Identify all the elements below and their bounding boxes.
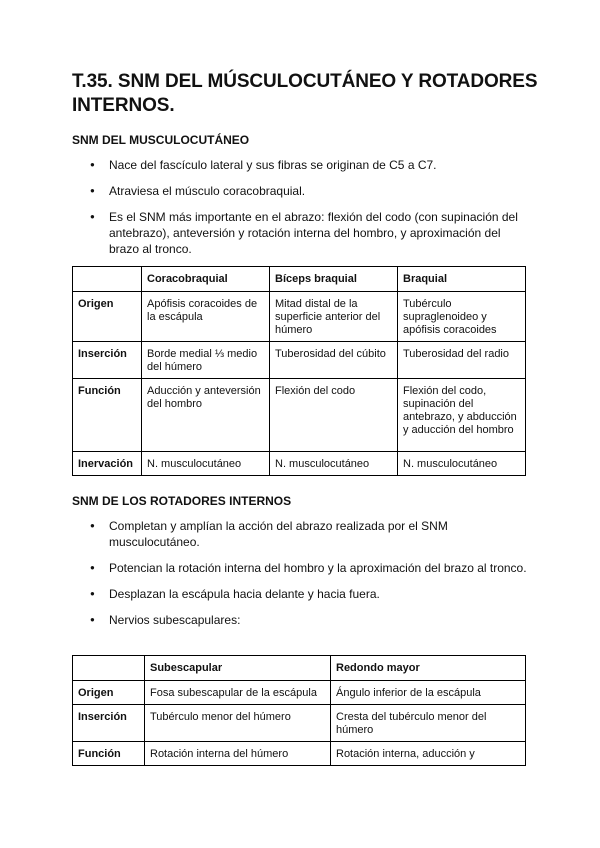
table-row (73, 379, 526, 452)
list-item: ● Potencian la rotación interna del hombro y la aproximación del brazo al tronco. (72, 560, 532, 576)
section-heading-musculocutaneo: SNM DEL MUSCULOCUTÁNEO (72, 133, 250, 147)
row-header-cell: Inserción (73, 342, 142, 379)
table-cell: Apófisis coracoides de la escápula (142, 292, 270, 342)
table-cell: Tuberosidad del radio (398, 342, 526, 379)
table-header-row (73, 656, 526, 681)
table-cell: Tuberosidad del cúbito (270, 342, 398, 379)
table-cell: Rotación interna del húmero (145, 742, 331, 766)
row-header-cell: Función (73, 379, 142, 452)
page-title: T.35. SNM DEL MÚSCULOCUTÁNEO Y ROTADORES INTERNOS. (72, 71, 538, 116)
table-cell: Cresta del tubérculo menor del húmero (331, 705, 526, 742)
table-row (73, 681, 526, 705)
section-heading-rotadores: SNM DE LOS ROTADORES INTERNOS (72, 494, 292, 508)
list-item: ● Es el SNM más importante en el abrazo: flexión del codo (con supinación del antebrazo), anteversión y rotación interna del hombro, y aproximación del brazo al tronco. (72, 209, 532, 257)
list-item: ● Nace del fascículo lateral y sus fibras se originan de C5 a C7. (72, 157, 532, 173)
row-header-cell: Inervación (73, 452, 142, 476)
table-row (73, 342, 526, 379)
table-header-cell (73, 656, 145, 681)
musculocutaneo-table (72, 266, 526, 476)
table-cell: N. musculocutáneo (142, 452, 270, 476)
row-header-cell: Origen (73, 292, 142, 342)
table-cell: N. musculocutáneo (270, 452, 398, 476)
row-header-cell: Inserción (73, 705, 145, 742)
row-header-cell: Función (73, 742, 145, 766)
table-cell: Ángulo inferior de la escápula (331, 681, 526, 705)
table-cell: Fosa subescapular de la escápula (145, 681, 331, 705)
table-header-cell: Subescapular (145, 656, 331, 681)
table-row (73, 452, 526, 476)
list-item: ● Nervios subescapulares: (72, 612, 532, 628)
table-header-cell (73, 267, 142, 292)
list-item: ● Desplazan la escápula hacia delante y hacia fuera. (72, 586, 532, 602)
table-header-cell: Bíceps braquial (270, 267, 398, 292)
table-row (73, 705, 526, 742)
table-cell: Rotación interna, aducción y (331, 742, 526, 766)
table-cell: N. musculocutáneo (398, 452, 526, 476)
table-cell: Tubérculo supraglenoideo y apófisis coracoides (398, 292, 526, 342)
row-header-cell: Origen (73, 681, 145, 705)
table-cell: Aducción y anteversión del hombro (142, 379, 270, 452)
table-cell: Flexión del codo (270, 379, 398, 452)
table-row (73, 292, 526, 342)
table-header-cell: Redondo mayor (331, 656, 526, 681)
table-cell: Borde medial ⅓ medio del húmero (142, 342, 270, 379)
table-row (73, 742, 526, 766)
table-cell: Flexión del codo, supinación del antebrazo, y abducción y aducción del hombro (398, 379, 526, 452)
bullet-list-rotadores (72, 518, 532, 628)
rotadores-table (72, 655, 526, 766)
table-header-cell: Braquial (398, 267, 526, 292)
table-header-row (73, 267, 526, 292)
table-cell: Mitad distal de la superficie anterior del húmero (270, 292, 398, 342)
list-item: ● Atraviesa el músculo coracobraquial. (72, 183, 532, 199)
list-item: ● Completan y amplían la acción del abrazo realizada por el SNM musculocutáneo. (72, 518, 532, 550)
bullet-list-musculocutaneo (72, 157, 532, 257)
table-cell: Tubérculo menor del húmero (145, 705, 331, 742)
table-header-cell: Coracobraquial (142, 267, 270, 292)
